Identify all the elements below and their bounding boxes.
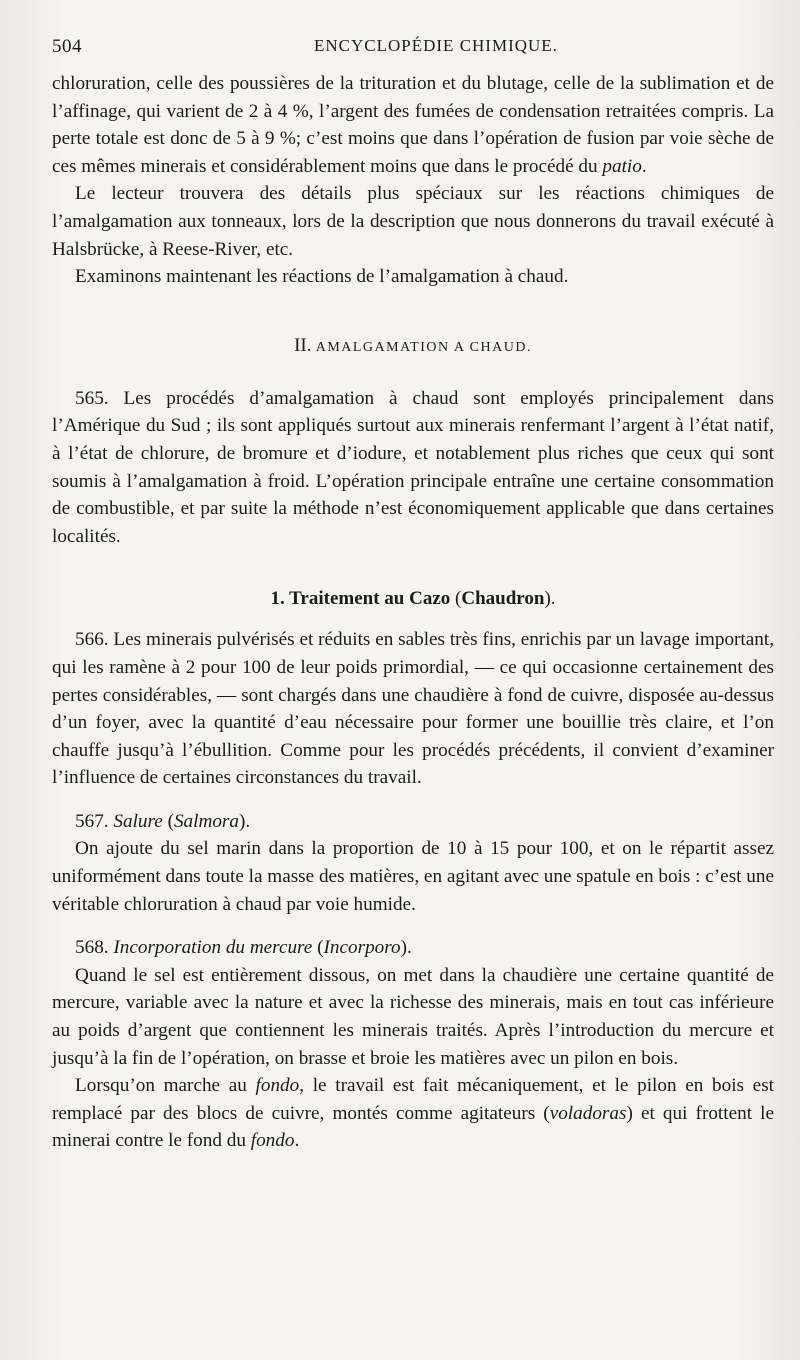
section-heading: [52, 335, 774, 357]
paragraph-568-title: Incorporation du mercure: [113, 937, 313, 959]
italic-term-patio: patio: [602, 155, 642, 177]
paragraph-567-paren: Salmora: [173, 810, 239, 832]
paragraph-continued: chloruration, celle des poussières de la trituration et du blutage, celle de la sublimation et de l’affinage, qui varient de 2 à 4 %, l’argent des fumées de condensation retraitées compris. La perte totale est donc de 5 à 9 %; c’est moins que dans l’opération de fusion par voie sèche de ces mêmes minerais et considérablement moins que dans le procédé du patio.: [52, 73, 774, 177]
paragraph-568-paren: Incorporo: [323, 937, 401, 959]
subsection-heading: 1. Traitement au Cazo (Chaudron).: [270, 588, 556, 610]
section-number: II.: [294, 334, 312, 356]
running-title: ENCYCLOPÉDIE CHIMIQUE.: [314, 36, 558, 55]
paragraph-568-heading: 568. Incorporation du mercure (Incorporo).: [75, 937, 412, 959]
paragraph-569: Lorsqu’on marche au fondo, le travail est fait mécaniquement, et le pilon en bois est remplacé par des blocs de cuivre, montés comme agitateurs (voladoras) et qui frottent le minerai contre le fond du fondo.: [52, 1075, 774, 1152]
page-number: 504: [52, 36, 82, 57]
paragraph-lecteur: Le lecteur trouvera des détails plus spéciaux sur les réactions chimiques de l’amalgamation aux tonneaux, lors de la description que nous donnerons du travail exécuté à Halsbrücke, à Reese-River, etc.: [52, 183, 774, 260]
section-title: AMALGAMATION A CHAUD.: [315, 339, 532, 355]
paragraph-566: 566. Les minerais pulvérisés et réduits en sables très fins, enrichis par un lavage important, qui les ramène à 2 pour 100 de leur poids primordial, — ce qui occasionne certainement des pertes considérables, — sont chargés dans une chaudière à fond de cuivre, disposée au-dessus d’un foyer, avec la quantité d’eau nécessaire pour former une bouillie très claire, et l’on chauffe jusqu’à l’ébullition. Comme pour les procédés précédents, il convient d’examiner l’influence de certaines circonstances du travail.: [52, 629, 774, 789]
page-header: [52, 34, 774, 70]
paragraph-567-heading: 567. Salure (Salmora).: [75, 810, 251, 832]
paragraph-565: 565. Les procédés d’amalgamation à chaud sont employés principalement dans l’Amérique du Sud ; ils sont appliqués surtout aux minerais renfermant l’argent à l’état natif, à l’état de chlorure, de bromure et d’iodure, et notablement plus riches que ceux qui sont soumis à l’amalgamation à froid. L’opération principale entraîne une certaine consommation de combustible, et par suite la méthode n’est économiquement applicable que dans certaines localités.: [52, 387, 774, 547]
paragraph-567: On ajoute du sel marin dans la proportion de 10 à 15 pour 100, et on le répartit assez uniformément dans toute la masse des matières, en agitant avec une spatule en bois : c’est une véritable chloruration à chaud par voie humide.: [52, 838, 774, 915]
paragraph-examinons: Examinons maintenant les réactions de l’amalgamation à chaud.: [75, 266, 569, 288]
paragraph-568: Quand le sel est entièrement dissous, on met dans la chaudière une certaine quantité de mercure, variable avec la nature et avec la richesse des minerais, mais en tout cas inférieure au poids d’argent que contiennent les minerais traités. Après l’introduction du mercure et jusqu’à la fin de l’opération, on brasse et broie les matières avec un pilon en bois.: [52, 964, 774, 1069]
paragraph-567-title: Salure: [113, 810, 163, 832]
